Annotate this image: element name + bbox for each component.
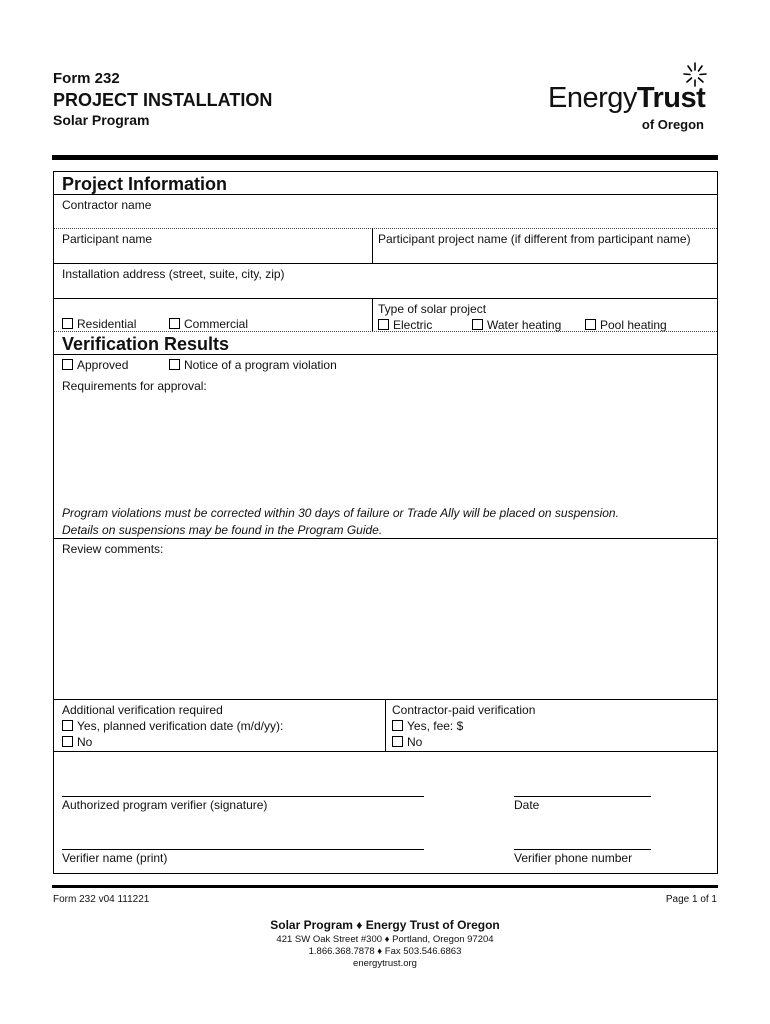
contractor-yes-label: Yes, fee: $ bbox=[407, 719, 464, 733]
violation-option[interactable] bbox=[169, 358, 337, 372]
verifier-signature-line[interactable] bbox=[62, 796, 424, 797]
contractor-yes-checkbox[interactable] bbox=[392, 720, 403, 731]
suspension-notice-line1: Program violations must be corrected within 30 days of failure or Trade Ally will be placed on suspension. bbox=[62, 506, 619, 520]
suspension-notice-line2: Details on suspensions may be found in the Program Guide. bbox=[62, 523, 383, 537]
additional-yes-checkbox[interactable] bbox=[62, 720, 73, 731]
installation-address-label: Installation address (street, suite, city, zip) bbox=[62, 267, 285, 281]
approved-option[interactable] bbox=[62, 358, 128, 372]
additional-yes-label: Yes, planned verification date (m/d/yy): bbox=[77, 719, 284, 733]
form-number: Form 232 bbox=[53, 70, 120, 87]
verifier-phone-line[interactable] bbox=[514, 849, 651, 850]
contractor-no-option[interactable] bbox=[392, 735, 422, 749]
divider bbox=[372, 298, 373, 331]
footer-rule bbox=[52, 885, 718, 888]
additional-no-label: No bbox=[77, 735, 93, 749]
page-number: Page 1 of 1 bbox=[665, 894, 717, 905]
footer-phone: 1.866.368.7878 ♦ Fax 503.546.6863 bbox=[308, 946, 462, 957]
residential-option[interactable] bbox=[62, 317, 136, 331]
date-label: Date bbox=[514, 798, 540, 812]
approved-checkbox[interactable] bbox=[62, 359, 73, 370]
divider bbox=[54, 263, 717, 264]
divider bbox=[54, 331, 717, 332]
additional-no-option[interactable] bbox=[62, 735, 92, 749]
form-version: Form 232 v04 111221 bbox=[53, 894, 150, 905]
pool-heating-label: Pool heating bbox=[600, 318, 667, 332]
residential-checkbox[interactable] bbox=[62, 318, 73, 329]
page-subtitle: Solar Program bbox=[53, 112, 150, 128]
contractor-no-label: No bbox=[407, 735, 423, 749]
participant-project-name-label: Participant project name (if different from participant name) bbox=[378, 232, 691, 246]
electric-option[interactable] bbox=[378, 318, 432, 332]
additional-yes-option[interactable] bbox=[62, 719, 283, 733]
contractor-name-label: Contractor name bbox=[62, 198, 152, 212]
additional-no-checkbox[interactable] bbox=[62, 736, 73, 747]
participant-name-label: Participant name bbox=[62, 232, 153, 246]
date-line[interactable] bbox=[514, 796, 651, 797]
pool-heating-option[interactable] bbox=[585, 318, 667, 332]
water-heating-checkbox[interactable] bbox=[472, 319, 483, 330]
energy-trust-logo bbox=[548, 62, 718, 134]
divider bbox=[54, 298, 717, 299]
divider bbox=[372, 228, 373, 263]
divider bbox=[385, 699, 386, 751]
divider bbox=[54, 228, 717, 229]
contractor-no-checkbox[interactable] bbox=[392, 736, 403, 747]
review-comments-label: Review comments: bbox=[62, 542, 164, 556]
divider bbox=[54, 751, 717, 752]
verifier-name-label: Verifier name (print) bbox=[62, 851, 168, 865]
section-heading-project-information: Project Information bbox=[62, 174, 228, 194]
logo-word-bold: Trust bbox=[636, 82, 706, 114]
commercial-checkbox[interactable] bbox=[169, 318, 180, 329]
footer-org-line: Solar Program ♦ Energy Trust of Oregon bbox=[270, 918, 500, 932]
electric-checkbox[interactable] bbox=[378, 319, 389, 330]
verifier-signature-label: Authorized program verifier (signature) bbox=[62, 798, 268, 812]
logo-tagline: of Oregon bbox=[641, 117, 704, 132]
additional-verification-label: Additional verification required bbox=[62, 703, 223, 717]
page-title: PROJECT INSTALLATION bbox=[53, 90, 273, 110]
divider bbox=[54, 538, 717, 539]
logo-wordmark bbox=[548, 82, 705, 115]
approved-label: Approved bbox=[77, 358, 129, 372]
solar-type-label: Type of solar project bbox=[378, 302, 487, 316]
logo-word-regular: Energy bbox=[548, 82, 637, 114]
residential-label: Residential bbox=[77, 317, 137, 331]
electric-label: Electric bbox=[393, 318, 433, 332]
form-frame bbox=[53, 171, 718, 874]
contractor-paid-label: Contractor-paid verification bbox=[392, 703, 536, 717]
header-rule bbox=[52, 155, 718, 160]
commercial-label: Commercial bbox=[184, 317, 249, 331]
violation-checkbox[interactable] bbox=[169, 359, 180, 370]
contractor-yes-option[interactable] bbox=[392, 719, 463, 733]
pool-heating-checkbox[interactable] bbox=[585, 319, 596, 330]
violation-label: Notice of a program violation bbox=[184, 358, 337, 372]
divider bbox=[54, 194, 717, 195]
verifier-name-line[interactable] bbox=[62, 849, 424, 850]
footer-address: 421 SW Oak Street #300 ♦ Portland, Oregon 97204 bbox=[276, 934, 494, 945]
verifier-phone-label: Verifier phone number bbox=[514, 851, 633, 865]
commercial-option[interactable] bbox=[169, 317, 248, 331]
requirements-label: Requirements for approval: bbox=[62, 379, 207, 393]
divider bbox=[54, 354, 717, 355]
section-heading-verification-results: Verification Results bbox=[62, 334, 230, 354]
water-heating-option[interactable] bbox=[472, 318, 561, 332]
water-heating-label: Water heating bbox=[487, 318, 562, 332]
footer-website[interactable]: energytrust.org bbox=[353, 958, 417, 969]
